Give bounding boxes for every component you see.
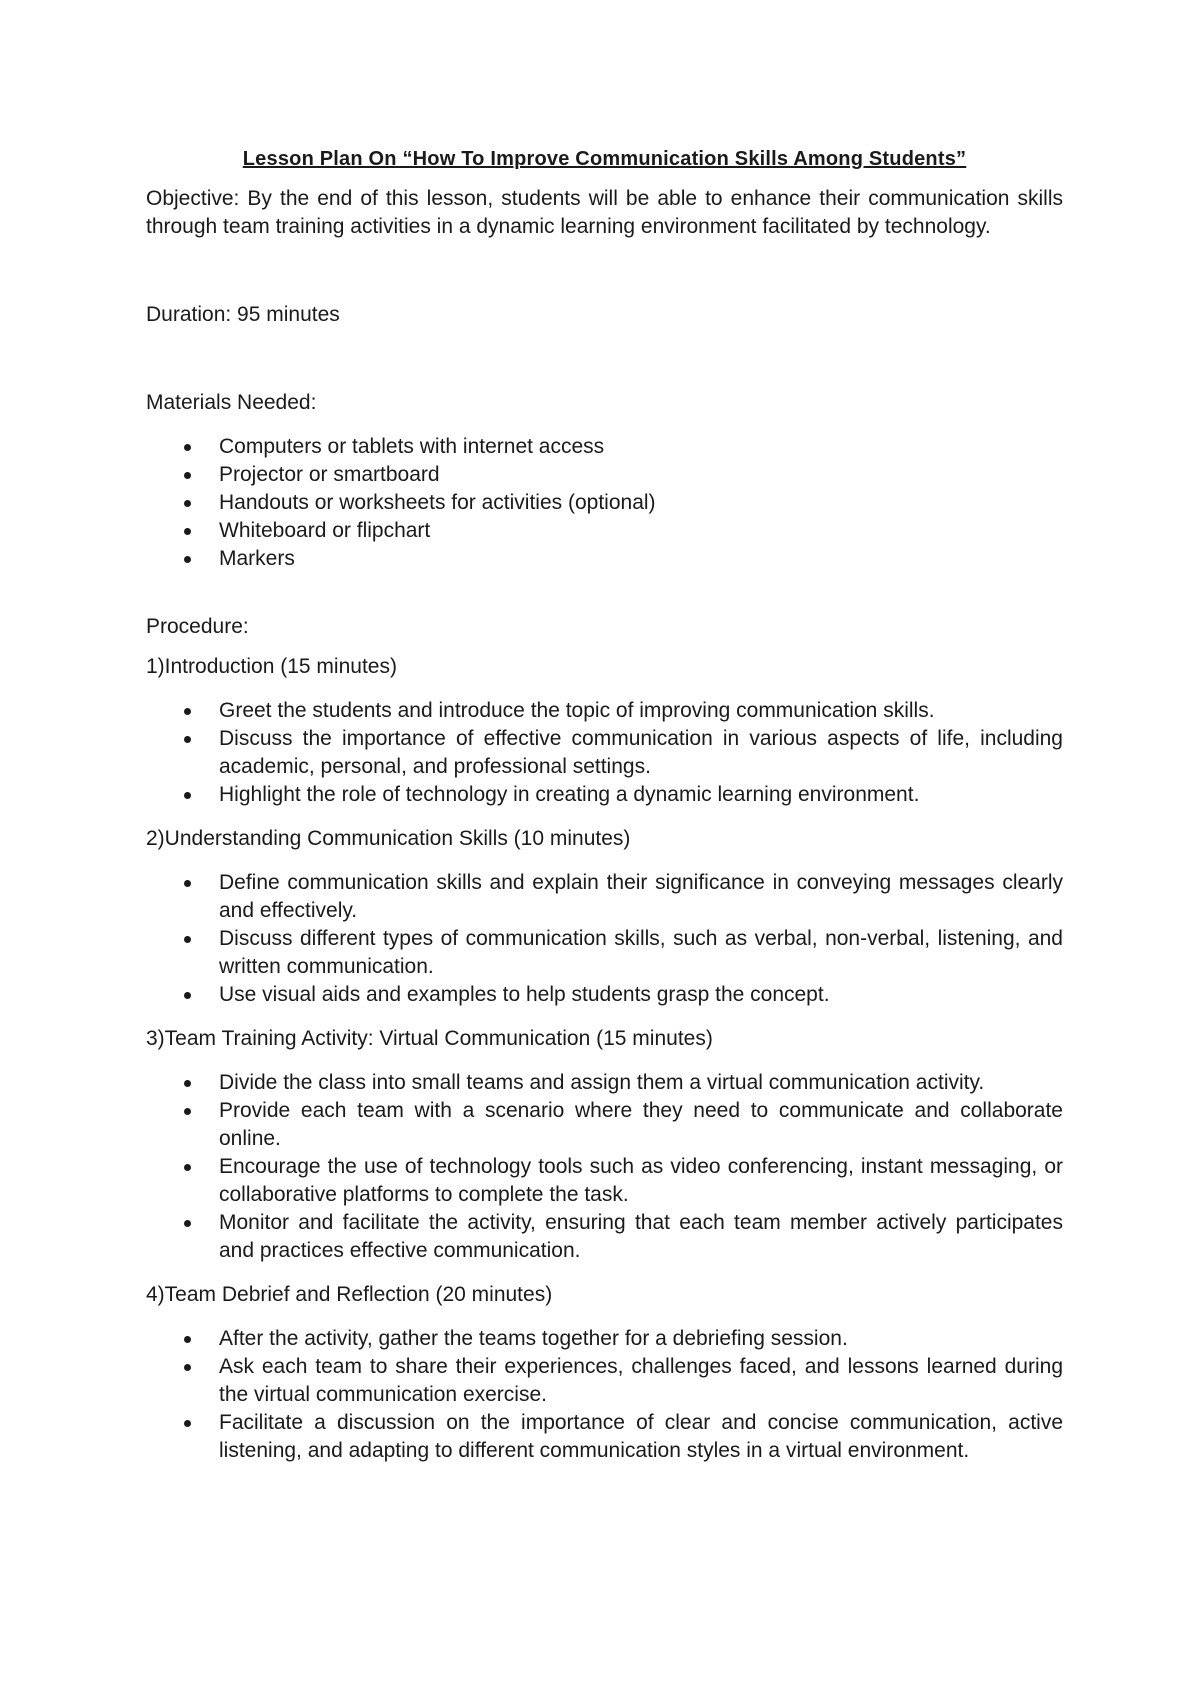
list-item: Ask each team to share their experiences, challenges faced, and lessons learned during the virtual communication exercise.	[146, 1353, 1063, 1409]
bullet-icon	[184, 708, 191, 715]
bullet-icon	[184, 992, 191, 999]
bullet-icon	[184, 1080, 191, 1087]
bullet-icon	[184, 1420, 191, 1427]
section-heading: 3)Team Training Activity: Virtual Communication (15 minutes)	[146, 1027, 713, 1050]
bullet-icon	[184, 1108, 191, 1115]
procedure-label: Procedure:	[146, 615, 249, 638]
bullet-icon	[184, 500, 191, 507]
section-heading: 1)Introduction (15 minutes)	[146, 655, 397, 678]
bullet-icon	[184, 936, 191, 943]
section-list	[146, 697, 1063, 809]
document-page	[146, 145, 1063, 1465]
list-item: Use visual aids and examples to help students grasp the concept.	[146, 981, 1063, 1009]
list-item: Projector or smartboard	[146, 461, 1063, 489]
section-list	[146, 1325, 1063, 1465]
list-item: Highlight the role of technology in creating a dynamic learning environment.	[146, 781, 1063, 809]
spacer	[146, 573, 1063, 613]
list-item: Whiteboard or flipchart	[146, 517, 1063, 545]
list-item: Encourage the use of technology tools such as video conferencing, instant messaging, or collaborative platforms to complete the task.	[146, 1153, 1063, 1209]
bullet-icon	[184, 880, 191, 887]
bullet-icon	[184, 792, 191, 799]
duration-text: Duration: 95 minutes	[146, 303, 340, 326]
list-item: Handouts or worksheets for activities (optional)	[146, 489, 1063, 517]
list-item: Markers	[146, 545, 1063, 573]
list-item: After the activity, gather the teams together for a debriefing session.	[146, 1325, 1063, 1353]
list-item: Discuss the importance of effective communication in various aspects of life, including academic, personal, and professional settings.	[146, 725, 1063, 781]
list-item: Provide each team with a scenario where they need to communicate and collaborate online.	[146, 1097, 1063, 1153]
spacer	[146, 329, 1063, 389]
list-item: Monitor and facilitate the activity, ensuring that each team member actively participates and practices effective communication.	[146, 1209, 1063, 1265]
list-item: Divide the class into small teams and assign them a virtual communication activity.	[146, 1069, 1063, 1097]
bullet-icon	[184, 528, 191, 535]
bullet-icon	[184, 1220, 191, 1227]
objective-paragraph: Objective: By the end of this lesson, students will be able to enhance their communication skills through team training activities in a dynamic learning environment facilitated by technology.	[146, 187, 1063, 238]
list-item: Computers or tablets with internet access	[146, 433, 1063, 461]
list-item: Greet the students and introduce the topic of improving communication skills.	[146, 697, 1063, 725]
section-heading: 4)Team Debrief and Reflection (20 minutes)	[146, 1283, 553, 1306]
spacer	[146, 241, 1063, 301]
bullet-icon	[184, 556, 191, 563]
section-list	[146, 869, 1063, 1009]
list-item: Define communication skills and explain their significance in conveying messages clearly and effectively.	[146, 869, 1063, 925]
bullet-icon	[184, 1164, 191, 1171]
document-title: Lesson Plan On “How To Improve Communication Skills Among Students”	[242, 148, 967, 170]
bullet-icon	[184, 1336, 191, 1343]
bullet-icon	[184, 1364, 191, 1371]
bullet-icon	[184, 444, 191, 451]
bullet-icon	[184, 736, 191, 743]
materials-label: Materials Needed:	[146, 391, 317, 414]
materials-list	[146, 433, 1063, 573]
list-item: Facilitate a discussion on the importance of clear and concise communication, active listening, and adapting to different communication styles in a virtual environment.	[146, 1409, 1063, 1465]
bullet-icon	[184, 472, 191, 479]
list-item: Discuss different types of communication skills, such as verbal, non-verbal, listening, and written communication.	[146, 925, 1063, 981]
section-heading: 2)Understanding Communication Skills (10 minutes)	[146, 827, 631, 850]
section-list	[146, 1069, 1063, 1265]
